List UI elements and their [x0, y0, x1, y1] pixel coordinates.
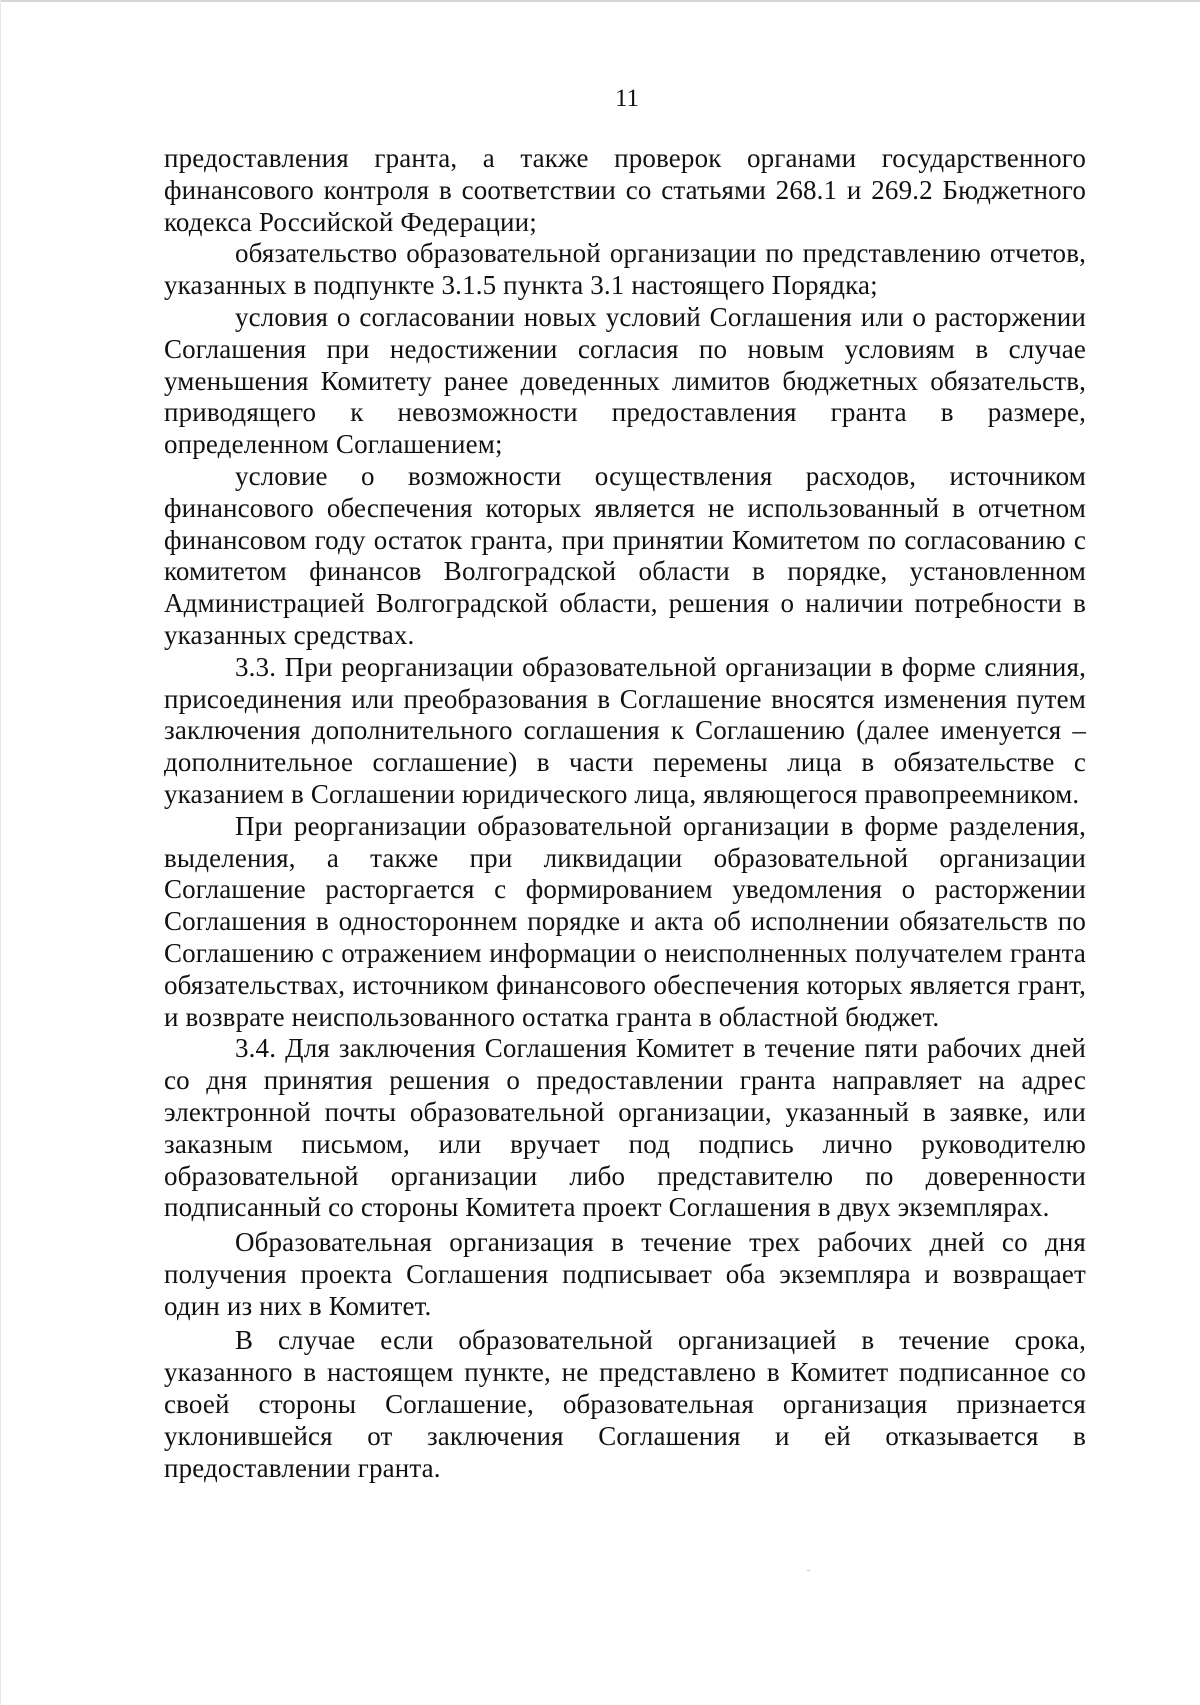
paragraph-clause-3-4: 3.4. Для заключения Соглашения Комитет в течение пяти рабочих дней со дня принятия решения о предоставлении гранта направляет на адрес электронной почты образовательной организации, указанный в заявке, или заказным письмом, или вручает под подпись лично руководителю образовательной организации либо представителю по доверенности подписанный со стороны Комитета проект Соглашения в двух экземплярах. — [164, 1033, 1086, 1223]
paragraph-reporting-obligation: обязательство образовательной организации по представлению отчетов, указанных в подпункте 3.1.5 пункта 3.1 настоящего Порядка; — [164, 238, 1086, 301]
paragraph-expense-condition: условие о возможности осуществления расходов, источником финансового обеспечения которых является не использованный в отчетном финансовом году остаток гранта, при принятии Комитетом по согласованию с комитетом финансов Волгоградской области в порядке, установленном Администрацией Волгоградской области, решения о наличии потребности в указанных средствах. — [164, 460, 1086, 650]
paragraph-continuation: предоставления гранта, а также проверок органами государственного финансового контроля в соответствии со статьями 268.1 и 269.2 Бюджетного кодекса Российской Федерации; — [164, 143, 1086, 237]
scan-border-top — [0, 0, 1200, 2]
paragraph-reorganization-separation: При реорганизации образовательной организации в форме разделения, выделения, а также при ликвидации образовательной организации Соглашение расторгается с формированием уведомления о расторжении Соглашения в одностороннем порядке и акта об исполнении обязательств по Соглашению с отражением информации о неисполненных получателем гранта обязательствах, источником финансового обеспечения которых является грант, и возврате неиспользованного остатка гранта в областной бюджет. — [164, 810, 1086, 1032]
paragraph-new-conditions: условия о согласовании новых условий Соглашения или о расторжении Соглашения при недостижении согласия по новым условиям в случае уменьшения Комитету ранее доведенных лимитов бюджетных обязательств, приводящего к невозможности предоставления гранта в размере, определенном Соглашением; — [164, 301, 1086, 460]
paragraph-signing-deadline: Образовательная организация в течение трех рабочих дней со дня получения проекта Соглашения подписывает оба экземпляра и возвращает один из них в Комитет. — [164, 1227, 1086, 1321]
scan-artifact — [807, 1570, 810, 1571]
page-number: 11 — [614, 85, 640, 112]
document-body — [164, 143, 1086, 1484]
paragraph-refusal: В случае если образовательной организацией в течение срока, указанного в настоящем пункте, не представлено в Комитет подписанное со своей стороны Соглашение, образовательная организация признается уклонившейся от заключения Соглашения и ей отказывается в предоставлении гранта. — [164, 1325, 1086, 1483]
scan-border-left — [0, 0, 1, 1705]
paragraph-clause-3-3: 3.3. При реорганизации образовательной организации в форме слияния, присоединения или преобразования в Соглашение вносятся изменения путем заключения дополнительного соглашения к Соглашению (далее именуется – дополнительное соглашение) в части перемены лица в обязательстве с указанием в Соглашении юридического лица, являющегося правопреемником. — [164, 651, 1086, 809]
